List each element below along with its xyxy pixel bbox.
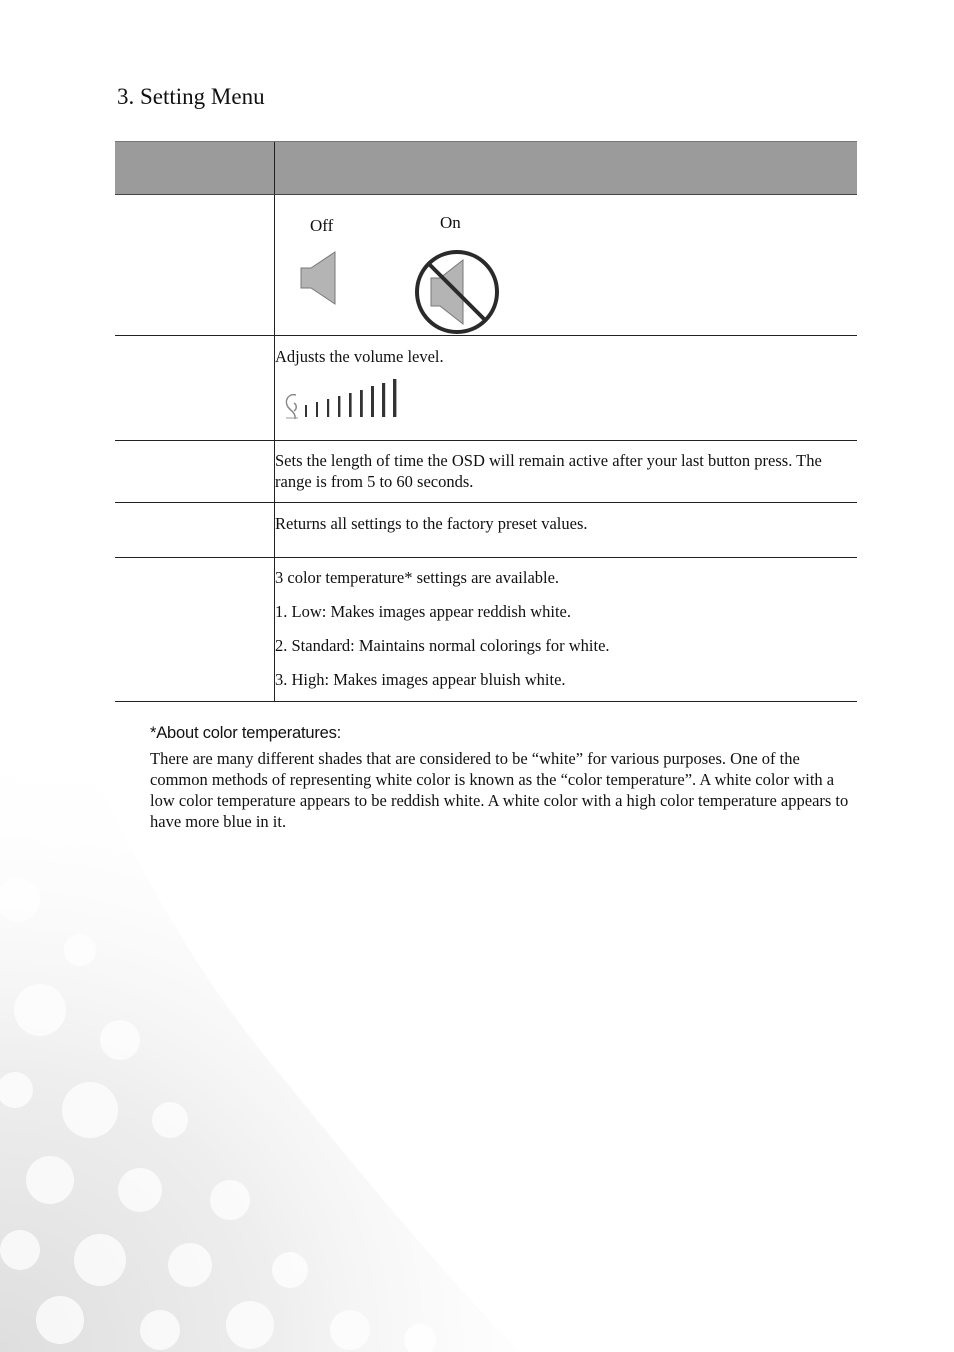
color-temperature-note xyxy=(150,724,856,832)
speaker-muted-icon xyxy=(413,248,501,336)
table-row-osd-time xyxy=(115,441,857,503)
description-cell xyxy=(275,336,858,441)
item-cell xyxy=(115,336,275,441)
table-row-reset xyxy=(115,503,857,558)
mute-on-label: On xyxy=(440,213,461,232)
reset-description: Returns all settings to the factory preset values. xyxy=(275,514,588,533)
volume-description: Adjusts the volume level. xyxy=(275,347,444,366)
mute-off-label: Off xyxy=(310,216,334,235)
description-cell xyxy=(275,503,858,558)
list-item: 1. Low: Makes images appear reddish white. xyxy=(275,602,572,621)
header-item-cell xyxy=(115,142,275,195)
osd-time-description: Sets the length of time the OSD will remain active after your last button press. The range is from 5 to 60 seconds. xyxy=(275,451,822,491)
list-item: 3. High: Makes images appear bluish white. xyxy=(275,670,566,689)
table-row-volume xyxy=(115,336,857,441)
table-header-row xyxy=(115,142,857,195)
note-body: There are many different shades that are considered to be “white” for various purposes. One of the common methods of representing white color is known as the “color temperature”. A white color with a low color temperature appears to be reddish white. A white color with a high color temperature appears to have more blue in it. xyxy=(150,749,849,831)
volume-level-icon xyxy=(282,375,410,425)
item-cell xyxy=(115,441,275,503)
list-item: 2. Standard: Maintains normal colorings for white. xyxy=(275,636,610,655)
note-title: *About color temperatures: xyxy=(150,724,342,742)
description-cell xyxy=(275,558,858,702)
speaker-icon xyxy=(299,250,339,306)
table-row-color-temperature xyxy=(115,558,857,702)
table-row-mute xyxy=(115,195,857,336)
header-description-cell xyxy=(275,142,858,195)
item-cell xyxy=(115,195,275,336)
item-cell xyxy=(115,503,275,558)
section-heading: 3. Setting Menu xyxy=(117,84,265,109)
color-temperature-intro: 3 color temperature* settings are available. xyxy=(275,568,560,587)
description-cell xyxy=(275,195,858,336)
item-cell xyxy=(115,558,275,702)
description-cell xyxy=(275,441,858,503)
setting-menu-table xyxy=(115,141,857,702)
